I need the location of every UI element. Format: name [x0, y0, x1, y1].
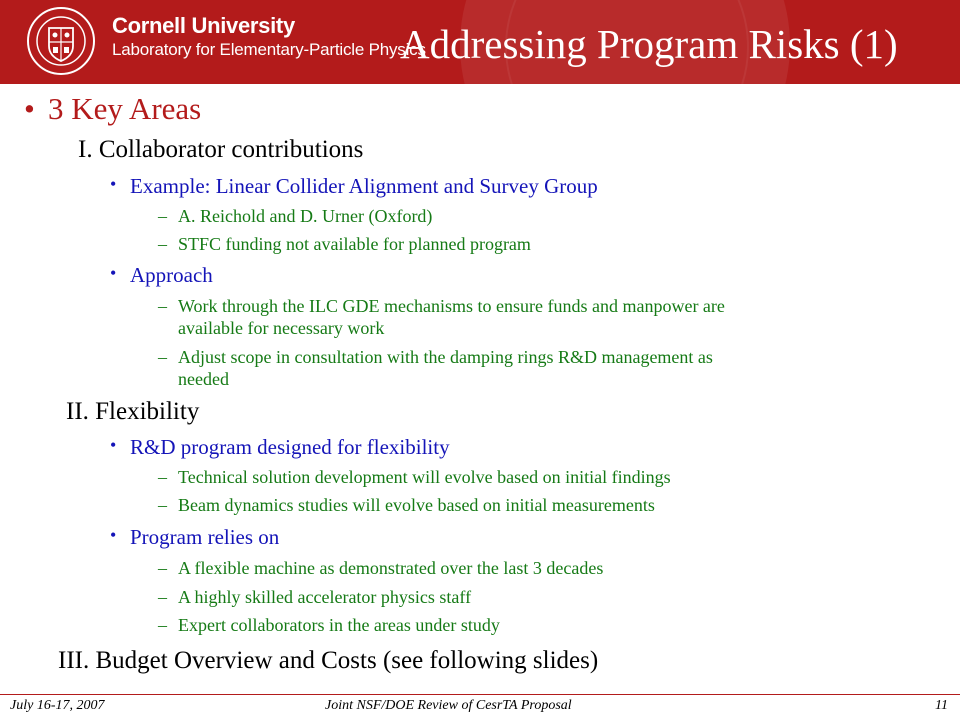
slide-header [0, 0, 960, 84]
section-heading-3: III. Budget Overview and Costs (see following slides) [58, 647, 599, 674]
slide-title: Addressing Program Risks (1) [400, 21, 898, 67]
section-heading-2: II. Flexibility [66, 398, 200, 425]
list-item: – A. Reichold and D. Urner (Oxford) [158, 206, 433, 226]
dash-icon: – [158, 615, 167, 635]
dash-icon: – [158, 347, 167, 367]
dash-icon: – [158, 296, 167, 316]
dash-icon: – [158, 467, 167, 487]
subbullet-program-relies: • Program relies on [110, 525, 280, 549]
dash-icon: – [158, 558, 167, 578]
bullet-dot-icon: • [110, 263, 117, 283]
footer-divider [0, 694, 960, 695]
list-item-continuation: available for necessary work [178, 318, 385, 338]
university-name: Cornell University [112, 13, 295, 38]
list-item: – STFC funding not available for planned program [158, 234, 531, 254]
cornell-seal-logo-icon [26, 6, 96, 76]
list-item-continuation: needed [178, 369, 229, 389]
list-item: – Expert collaborators in the areas under study [158, 615, 500, 635]
laboratory-name: Laboratory for Elementary-Particle Physics [112, 40, 426, 59]
bullet-dot-icon: • [110, 435, 117, 455]
list-item: – Beam dynamics studies will evolve based on initial measurements [158, 495, 655, 515]
list-item: – A highly skilled accelerator physics staff [158, 587, 472, 607]
page-number: 11 [935, 698, 948, 713]
dash-icon: – [158, 234, 167, 254]
list-item: – A flexible machine as demonstrated over the last 3 decades [158, 558, 604, 578]
bullet-dot-icon: • [110, 525, 117, 545]
footer-date: July 16-17, 2007 [10, 698, 105, 713]
subbullet-approach: • Approach [110, 263, 213, 287]
dash-icon: – [158, 587, 167, 607]
dash-icon: – [158, 495, 167, 515]
footer-event: Joint NSF/DOE Review of CesrTA Proposal [325, 698, 572, 713]
list-item: – Technical solution development will evolve based on initial findings [158, 467, 671, 487]
subbullet-example: • Example: Linear Collider Alignment and Survey Group [110, 174, 598, 198]
subbullet-rd-program: • R&D program designed for flexibility [110, 435, 450, 459]
list-item: – Adjust scope in consultation with the damping rings R&D management as [158, 347, 713, 367]
bullet-dot-icon: • [24, 91, 35, 126]
dash-icon: – [158, 206, 167, 226]
bullet-dot-icon: • [110, 174, 117, 194]
section-heading-1: I. Collaborator contributions [78, 136, 364, 163]
list-item: – Work through the ILC GDE mechanisms to ensure funds and manpower are [158, 296, 725, 316]
top-bullet: • 3 Key Areas [24, 91, 202, 126]
